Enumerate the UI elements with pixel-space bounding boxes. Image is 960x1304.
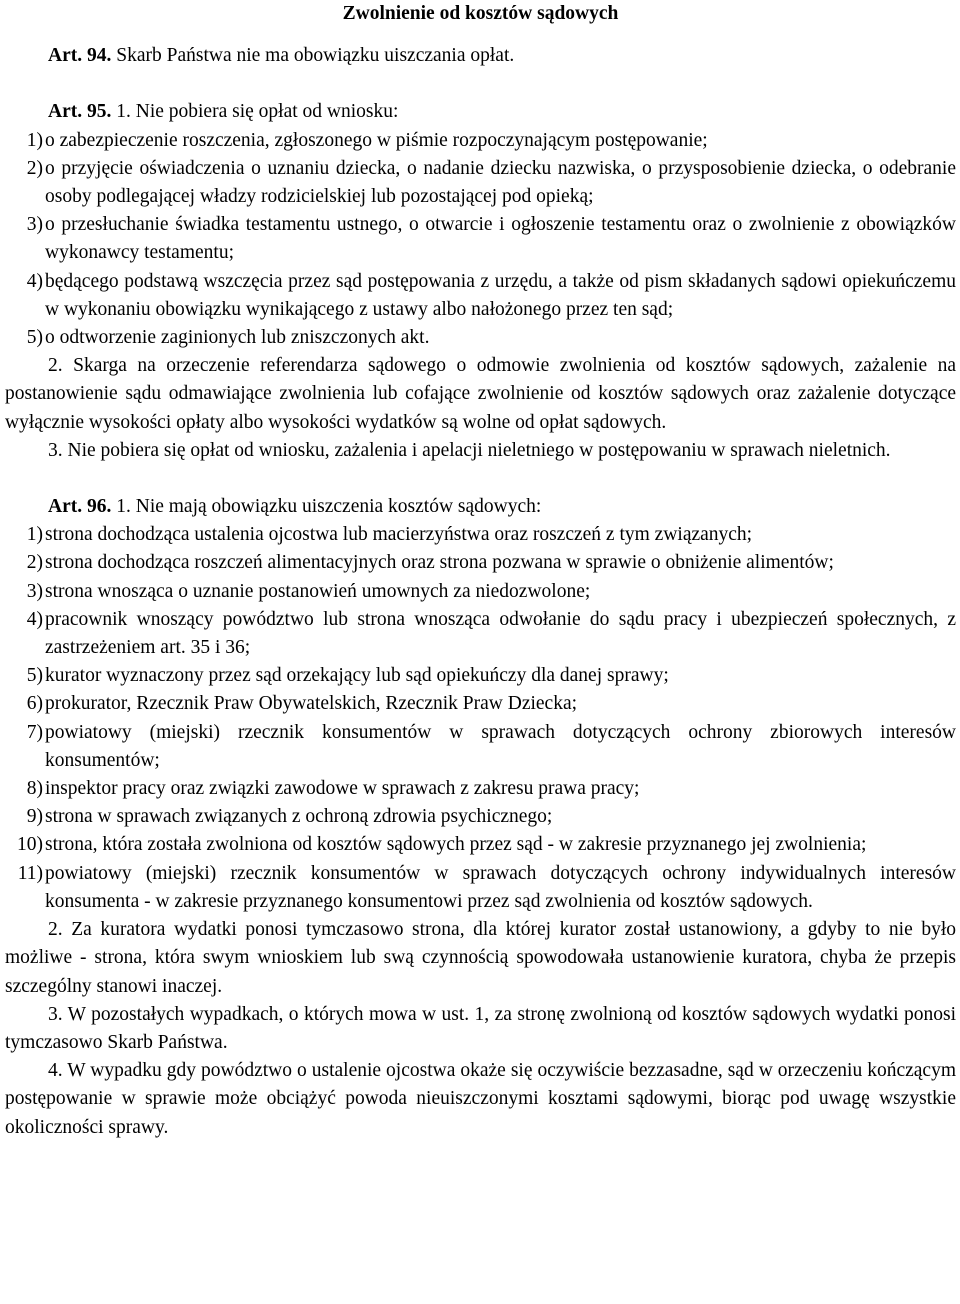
list-item-text: strona wnosząca o uznanie postanowień umownych za niedozwolone; xyxy=(45,580,591,602)
list-item-text: o zabezpieczenie roszczenia, zgłoszonego w piśmie rozpoczynającym postępowanie; xyxy=(45,129,708,151)
list-item-number: 4) xyxy=(26,608,43,630)
list-item-number: 10) xyxy=(17,834,43,856)
page-title: Zwolnienie od kosztów sądowych xyxy=(342,3,619,24)
list-item xyxy=(5,831,956,859)
article-96-number: Art. 96. xyxy=(48,496,112,518)
list-item-text: strona dochodząca roszczeń alimentacyjnych oraz strona pozwana w sprawie o obniżenie alimentów; xyxy=(45,552,834,574)
list-item xyxy=(5,775,956,803)
article-95-para-2: 2. Skarga na orzeczenie referendarza sądowego o odmowie zwolnienia od kosztów sądowych, zażalenie na postanowienie sądu odmawiające zwolnienia lub cofające zwolnienie od kosztów sądowych oraz zażalenie dotyczące wyłącznie wysokości opłaty albo wysokości wydatków są wolne od opłat sądowych. xyxy=(5,355,956,433)
list-item xyxy=(5,690,956,718)
list-item-text: o przyjęcie oświadczenia o uznaniu dziecka, o nadanie dziecku nazwiska, o przysposobienie dziecka, o odebranie osoby podlegającej władzy rodzicielskiej lub pozostającej pod opieką; xyxy=(45,157,956,208)
list-item-number: 2) xyxy=(26,552,43,574)
list-item xyxy=(5,578,956,606)
article-95-para-3: 3. Nie pobiera się opłat od wniosku, zażalenia i apelacji nieletniego w postępowaniu w sprawach nieletnich. xyxy=(48,439,891,461)
list-item-text: strona, która została zwolniona od kosztów sądowych przez sąd - w zakresie przyznanego jej zwolnienia; xyxy=(45,834,867,856)
article-95-number: Art. 95. xyxy=(48,101,112,123)
list-item xyxy=(5,606,956,662)
article-96-para-2: 2. Za kuratora wydatki ponosi tymczasowo strona, dla której kurator został ustanowiony, a gdyby to nie było możliwe - strona, która swym wnioskiem lub swą czynnością spowodowała ustanowienie kuratora, chyba że przepis szczególny stanowi inaczej. xyxy=(5,919,956,997)
list-item xyxy=(5,719,956,775)
article-94-text: Skarb Państwa nie ma obowiązku uiszczania opłat. xyxy=(111,45,515,67)
list-item-text: będącego podstawą wszczęcia przez sąd postępowania z urzędu, a także od pism składanych sądowi opiekuńczemu w wykonaniu obowiązku wynikającego z ustawy albo nałożonego przez ten sąd; xyxy=(45,270,956,320)
list-item xyxy=(5,860,956,916)
list-item-number: 2) xyxy=(26,157,43,179)
list-item xyxy=(5,268,956,324)
list-item-number: 7) xyxy=(26,721,43,743)
article-94-number: Art. 94. xyxy=(48,45,112,67)
list-item xyxy=(5,211,956,267)
list-item-text: powiatowy (miejski) rzecznik konsumentów w sprawach dotyczących ochrony zbiorowych interesów konsumentów; xyxy=(45,721,956,771)
article-96-para-3: 3. W pozostałych wypadkach, o których mowa w ust. 1, za stronę zwolnioną od kosztów sądowych wydatki ponosi tymczasowo Skarb Państwa. xyxy=(5,1003,956,1053)
list-item xyxy=(5,324,956,352)
list-item xyxy=(5,521,956,549)
list-item-number: 1) xyxy=(26,524,43,546)
list-item-text: o przesłuchanie świadka testamentu ustnego, o otwarcie i ogłoszenie testamentu oraz o zwolnienie z obowiązków wykonawcy testamentu; xyxy=(45,214,956,264)
list-item xyxy=(5,549,956,577)
article-96-para-4: 4. W wypadku gdy powództwo o ustalenie ojcostwa okaże się oczywiście bezzasadne, sąd w orzeczeniu kończącym postępowanie w sprawie może obciążyć powoda nieuiszczonymi kosztami sądowymi, biorąc pod uwagę wszystkie okoliczności sprawy. xyxy=(5,1060,956,1138)
list-item-number: 3) xyxy=(26,214,43,236)
article-95-list xyxy=(5,127,956,353)
list-item-number: 6) xyxy=(26,693,43,715)
list-item-text: strona w sprawach związanych z ochroną zdrowia psychicznego; xyxy=(45,806,553,828)
article-94 xyxy=(5,42,956,70)
list-item-text: o odtworzenie zaginionych lub zniszczonych akt. xyxy=(45,327,430,349)
list-item-number: 1) xyxy=(26,129,43,151)
list-item-text: inspektor pracy oraz związki zawodowe w sprawach z zakresu prawa pracy; xyxy=(45,778,640,800)
article-96-list xyxy=(5,521,956,916)
list-item-number: 11) xyxy=(17,862,43,884)
list-item-number: 5) xyxy=(26,327,43,349)
article-95-para-1-lead: 1. Nie pobiera się opłat od wniosku: xyxy=(111,101,399,123)
list-item-number: 9) xyxy=(26,806,43,828)
list-item xyxy=(5,127,956,155)
list-item xyxy=(5,803,956,831)
list-item-text: pracownik wnoszący powództwo lub strona wnosząca odwołanie do sądu pracy i ubezpieczeń społecznych, z zastrzeżeniem art. 35 i 36; xyxy=(45,608,956,659)
list-item-text: powiatowy (miejski) rzecznik konsumentów w sprawach dotyczących ochrony indywidualnych interesów konsumenta - w zakresie przyznanego konsumentowi przez sąd zwolnienia od kosztów sądowych. xyxy=(45,862,956,912)
article-95-heading xyxy=(5,98,956,126)
list-item-number: 3) xyxy=(26,580,43,602)
list-item xyxy=(5,155,956,211)
list-item-number: 8) xyxy=(26,778,43,800)
article-96-heading xyxy=(5,493,956,521)
list-item-text: strona dochodząca ustalenia ojcostwa lub macierzyństwa oraz roszczeń z tym związanych; xyxy=(45,524,753,546)
list-item-number: 4) xyxy=(26,270,43,292)
list-item-text: kurator wyznaczony przez sąd orzekający lub sąd opiekuńczy dla danej sprawy; xyxy=(45,665,669,687)
article-96-para-1-lead: 1. Nie mają obowiązku uiszczenia kosztów sądowych: xyxy=(111,496,542,518)
list-item xyxy=(5,662,956,690)
list-item-text: prokurator, Rzecznik Praw Obywatelskich, Rzecznik Praw Dziecka; xyxy=(45,693,578,715)
list-item-number: 5) xyxy=(26,665,43,687)
